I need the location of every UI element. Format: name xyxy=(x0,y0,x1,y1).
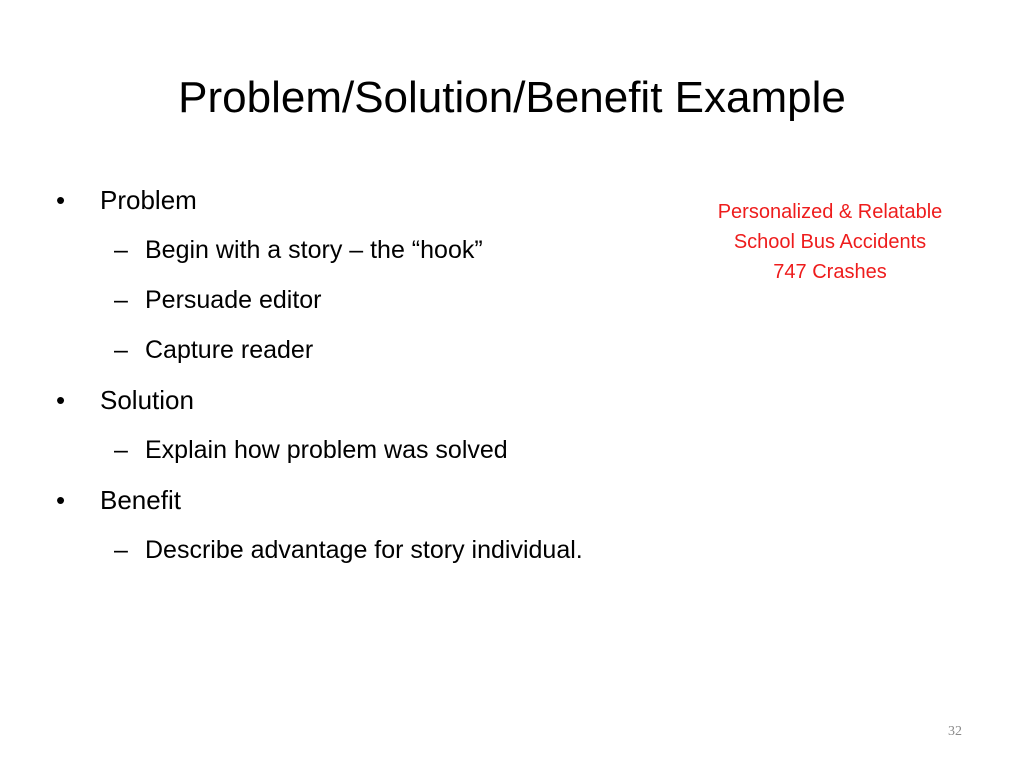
bullet-marker: • xyxy=(56,385,66,415)
sub-bullet-marker: – xyxy=(114,336,128,364)
sub-bullet-item xyxy=(56,530,696,580)
sub-bullet-text: Persuade editor xyxy=(145,286,322,314)
note-line: School Bus Accidents xyxy=(733,231,927,253)
sub-bullet-text: Begin with a story – the “hook” xyxy=(145,236,483,264)
sub-bullet-text: Capture reader xyxy=(145,336,314,364)
bullet-item-solution xyxy=(56,380,696,430)
bullet-text: Benefit xyxy=(100,485,181,515)
sub-bullet-marker: – xyxy=(114,536,128,564)
bullet-item-benefit xyxy=(56,480,696,530)
bullet-marker: • xyxy=(56,485,66,515)
sub-bullet-text: Describe advantage for story individual. xyxy=(145,536,583,564)
highlight-note xyxy=(680,197,980,287)
sub-bullet-item xyxy=(56,430,696,480)
page-number: 32 xyxy=(948,724,962,739)
note-line: 747 Crashes xyxy=(773,261,887,283)
sub-bullet-marker: – xyxy=(114,286,128,314)
sub-bullet-marker: – xyxy=(114,236,128,264)
bullet-text: Problem xyxy=(100,185,197,215)
sub-bullet-text: Explain how problem was solved xyxy=(145,436,508,464)
sub-bullet-item xyxy=(56,330,696,380)
sub-bullet-item xyxy=(56,230,696,280)
bullet-text: Solution xyxy=(100,385,194,415)
bullet-item-problem xyxy=(56,180,696,230)
note-line: Personalized & Relatable xyxy=(717,201,943,223)
sub-bullet-item xyxy=(56,280,696,330)
bullet-marker: • xyxy=(56,185,66,215)
sub-bullet-marker: – xyxy=(114,436,128,464)
bullet-list xyxy=(56,180,696,580)
slide-title: Problem/Solution/Benefit Example xyxy=(178,73,846,122)
